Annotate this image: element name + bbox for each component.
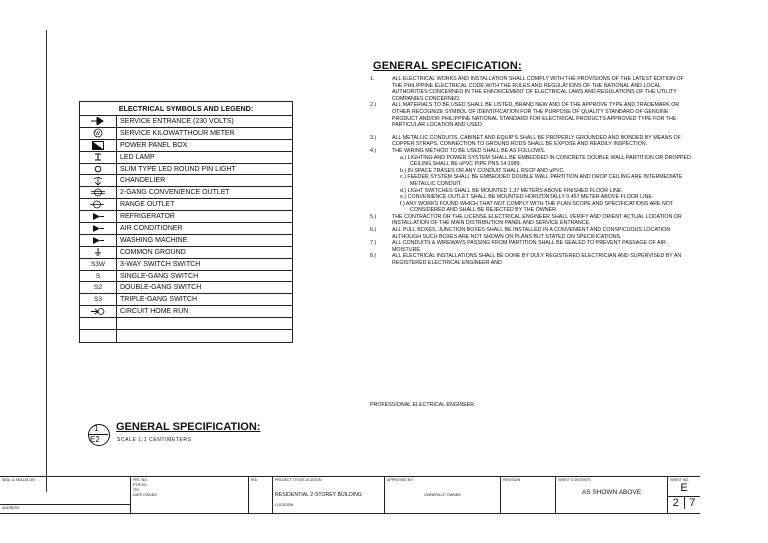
sheet-total: 7 (689, 497, 696, 509)
spec-item (370, 227, 692, 240)
service-entrance-icon (80, 116, 117, 127)
legend-label: 3-WAY SWITCH SWITCH (120, 260, 201, 268)
home-run-icon (80, 306, 117, 317)
legend-title: ELECTRICAL SYMBOLS AND LEGEND: (80, 102, 292, 116)
spec-item (370, 76, 692, 102)
legend-label: AIR CONDITIONER (120, 225, 183, 233)
ira-cell (248, 477, 272, 513)
legend-label: SLIM TYPE LED ROUND PIN LIGHT (120, 165, 236, 173)
spec-item-text: ALL METALLIC CONDUITS, CABINET AND EQUIP'S SHALL BE PROPERLY GROUNDED AND BONDED BY MEANS OF COPPER STRAPS, CONNECTION TO GROUND RODS SHALL BE EXPOSE AND READILY INSPECTION. (392, 134, 681, 148)
spec-item-number: 6.) (370, 227, 377, 234)
legend-row (80, 164, 292, 176)
spec-item-number: 3.) (370, 134, 377, 141)
tb-rule (0, 504, 130, 505)
owner-label: OWNER/LOT OWNER (424, 493, 461, 497)
legend-row (80, 306, 292, 318)
air-conditioner-icon (80, 223, 117, 234)
sheet-no-cell (667, 477, 700, 513)
spec-subitem: a.) LIGHTING AND POWER SYSTEM SHALL BE EMBEDDED IN CONCRETE DOUBLE WALL PARTITION OR DROPPED CEILING SHALL BE uPVC PIPE PNS 14:1989. (400, 154, 691, 168)
approved-cell (384, 477, 500, 513)
legend-row (80, 152, 292, 164)
ira-label: IRA (251, 478, 257, 482)
spec-item (370, 214, 692, 227)
spec-item-text: ALL ELECTRICAL INSTALLATIONS SHALL BE DONE BY DULY REGISTERED ELECTRICIAN AND SUPERVISED BY AN REGISTERED ELECTRICAL ENGINEER AND (392, 253, 682, 267)
sheet-no-label: SHEET NO. (670, 478, 690, 482)
legend-label: SERVICE ENTRANCE (230 VOLTS) (120, 118, 234, 125)
section-tag-sheet: E2 (90, 435, 100, 444)
panel-box-icon (80, 140, 117, 151)
spec-item-number: 8.) (370, 253, 377, 260)
three-way-switch-icon: S3W (80, 259, 117, 270)
section-scale: SCALE 1:1 CENTIMETERS (117, 437, 192, 443)
legend-row (80, 140, 292, 152)
project-title: RESIDENTIAL 2-STOREY BUILDING (275, 492, 362, 498)
spec-subitem: f.) ANY WORKS FOUND WHICH THAT NOT COMPLY WITH THE PLAN SCOPE AND SPECIFICATIONS ARE NOT CONSIDERED AND SHALL BE REJECTED BY THE OWNER. (400, 200, 674, 214)
legend-row (80, 116, 292, 128)
triple-switch-icon: S3 (80, 294, 117, 305)
tin-label: TIN (133, 488, 139, 492)
legend-row (80, 187, 292, 199)
legend-label: CHANDELIER (120, 177, 166, 185)
address-label: ADDRESS (2, 506, 20, 510)
legend-label: 2-GANG CONVENIENCE OUTLET (120, 189, 230, 197)
kilowatthour-meter-icon (80, 128, 117, 139)
legend-row (80, 199, 292, 211)
spec-subitem: b.) IN SPACE TRASES OR ANY CONDUIT SHALL RSCP AND uPVC. (400, 167, 565, 174)
ground-icon (80, 247, 117, 258)
sheet-border (46, 30, 47, 492)
spec-item-number: 2.) (370, 102, 377, 109)
spec-item (370, 240, 692, 253)
legend-label: POWER PANEL BOX (120, 141, 188, 149)
svg-text:W: W (95, 131, 101, 138)
spec-item-text: ALL PULL BOXES, JUNCTION BOXES SHALL BE INSTALLED IN A CONVENIENT AND CONSPICUOUS LOCATION ALTHOUGH SUCH BOXES ARE NOT SHOWN ON PLANS BUT STATED ON SPECIFICATIONS. (392, 227, 671, 240)
legend-blank-row (80, 318, 292, 330)
spec-title: GENERAL SPECIFICATION: (373, 60, 522, 72)
single-switch-icon: S (80, 271, 117, 282)
sealed-by-label: SEAL & SEALED BY (2, 478, 36, 482)
legend-label: TRIPLE-GANG SWITCH (120, 296, 198, 304)
legend-row (80, 294, 292, 306)
washing-machine-icon (80, 235, 117, 246)
spec-item (370, 102, 692, 128)
ptr-label: PTR NO. (133, 483, 148, 487)
revision-cell (500, 477, 555, 513)
spec-subitem: c.) FEEDER SYSTEM SHALL BE EMBEDDED DOUBLE WALL PARTITION AND DROP CEILING ARE INTERMEDIATE METALLIC CONDUIT. (400, 174, 683, 187)
prc-cell (130, 477, 248, 513)
spec-item-number: 5.) (370, 213, 377, 220)
spec-item (370, 135, 692, 148)
legend-label: RANGE OUTLET (120, 201, 175, 209)
convenience-outlet-icon (80, 187, 117, 198)
spec-item-number: 1. (370, 76, 375, 82)
revision-label: REVISION (503, 478, 521, 482)
spec-item (370, 148, 692, 155)
legend-row (80, 211, 292, 223)
legend-blank-row (80, 330, 292, 342)
spec-subitem: e.) CONVENIENCE OUTLET SHALL BE MOUNTED HORIZONTALLY 0.457 METER ABOVE FLOOR LINE. (400, 194, 654, 201)
legend-label: LED LAMP (120, 153, 155, 161)
sheet-contents-cell (555, 477, 667, 513)
spec-item-number: 4.) (370, 147, 377, 154)
title-block (0, 476, 700, 514)
chandelier-icon (80, 175, 117, 186)
legend-row (80, 128, 292, 140)
legend-row (80, 223, 292, 235)
spec-subitem: d.) LIGHT SWITCHES SHALL BE MOUNTED 1.37 METERS ABOVE FINISHED FLOOR LINE. (400, 187, 623, 194)
legend-table (79, 101, 293, 343)
pin-light-icon (80, 164, 117, 175)
sheet-number: 2 (668, 497, 685, 509)
spec-tail: PROFESSIONAL ELECTRICAL ENGINEER. (370, 402, 476, 408)
date-issued-label: DATE ISSUED (133, 493, 157, 497)
spec-item-text: ALL MATERIALS TO BE USED SHALL BE LISTED, BRAND NEW AND OF THE APPROVE TYPE AND TRADEMARK OR OTHER RECOGNIZE SYMBOL OF IDENTIFICATION FOR THE PURPOSE OF QUALITY STANDARD OF GENUINE PRODUCT AND/OR PHILIPPINE NATIONAL STANDARD FOR ELECTRICAL PRODUCTS APPROVED TYPE FOR THE PARTICULAR LOCATION AND USED. (392, 102, 680, 129)
location-label: LOCATION (275, 503, 294, 507)
spec-item-text: ALL ELECTRICAL WORKS AND INSTALLATION SHALL COMPLY WITH THE PROVISIONS OF THE LATEST EDITION OF THE PHILIPPINE ELECTRICAL CODE WITH THE RULES AND REGULATIONS OF THE NATIONAL AND LOCAL AUTHORITIES CONCERNED IN THE ENFORCEMENT OF ELECTRICAL LAWS AND REGULATIONS OF THE UTILITY COMPANIES CONCERNED. (392, 76, 684, 102)
seal-cell (0, 477, 130, 513)
legend-row (80, 247, 292, 259)
legend-label: SERVICE KILOWATTHOUR METER (120, 129, 235, 137)
legend-label: WASHING MACHINE (120, 236, 188, 244)
legend-label: CIRCUIT HOME RUN (120, 308, 189, 316)
section-tag-number: 1 (94, 424, 99, 433)
spec-item-text: ALL CONDUITS & WIREWAYS PASSING FROM PARTITION SHALL BE SEALED TO PREVENT PASSAGE OF AIR MOISTURE. (392, 240, 666, 253)
legend-row (80, 282, 292, 294)
legend-label: REFRIGERATOR (120, 213, 175, 221)
spec-item (370, 253, 692, 266)
approved-label: APPROVED BY: (387, 478, 414, 482)
spec-item-number: 7.) (370, 240, 377, 247)
legend-row (80, 259, 292, 271)
legend-label: SINGLE-GANG SWITCH (120, 272, 199, 280)
spec-item-text: THE WIRING METHOD TO BE USED SHALL BE AS FOLLOWS. (392, 147, 546, 154)
double-switch-icon: S2 (80, 282, 117, 293)
led-lamp-icon (80, 152, 117, 163)
legend-row (80, 271, 292, 283)
legend-row (80, 235, 292, 247)
legend-row (80, 175, 292, 187)
scale-value: AS SHOWN ABOVE (581, 489, 642, 496)
spec-item-text: THE CONTRACTOR OR THE LICENSE ELECTRICAL ENGINEER SHALL VERIFY AND ORIENT ACTUAL LOCATION OR INSTALLATION OF THE MAIN DISTRIBUTION PANEL AND SERVICE ENTRANCE. (392, 213, 682, 227)
range-outlet-icon (80, 199, 117, 210)
section-title: GENERAL SPECIFICATION: (116, 421, 261, 433)
spec-list (370, 76, 692, 267)
legend-label: DOUBLE-GANG SWITCH (120, 284, 202, 292)
legend-label: COMMON GROUND (120, 248, 186, 256)
refrigerator-icon (80, 211, 117, 222)
project-cell (272, 477, 384, 513)
project-label: PROJECT TITLE/LOCATION (275, 478, 322, 482)
prc-label: PRC NO. (133, 478, 148, 482)
sheet-letter: E (680, 482, 688, 494)
sheet-contents-label: SHEET CONTENTS (558, 478, 591, 482)
